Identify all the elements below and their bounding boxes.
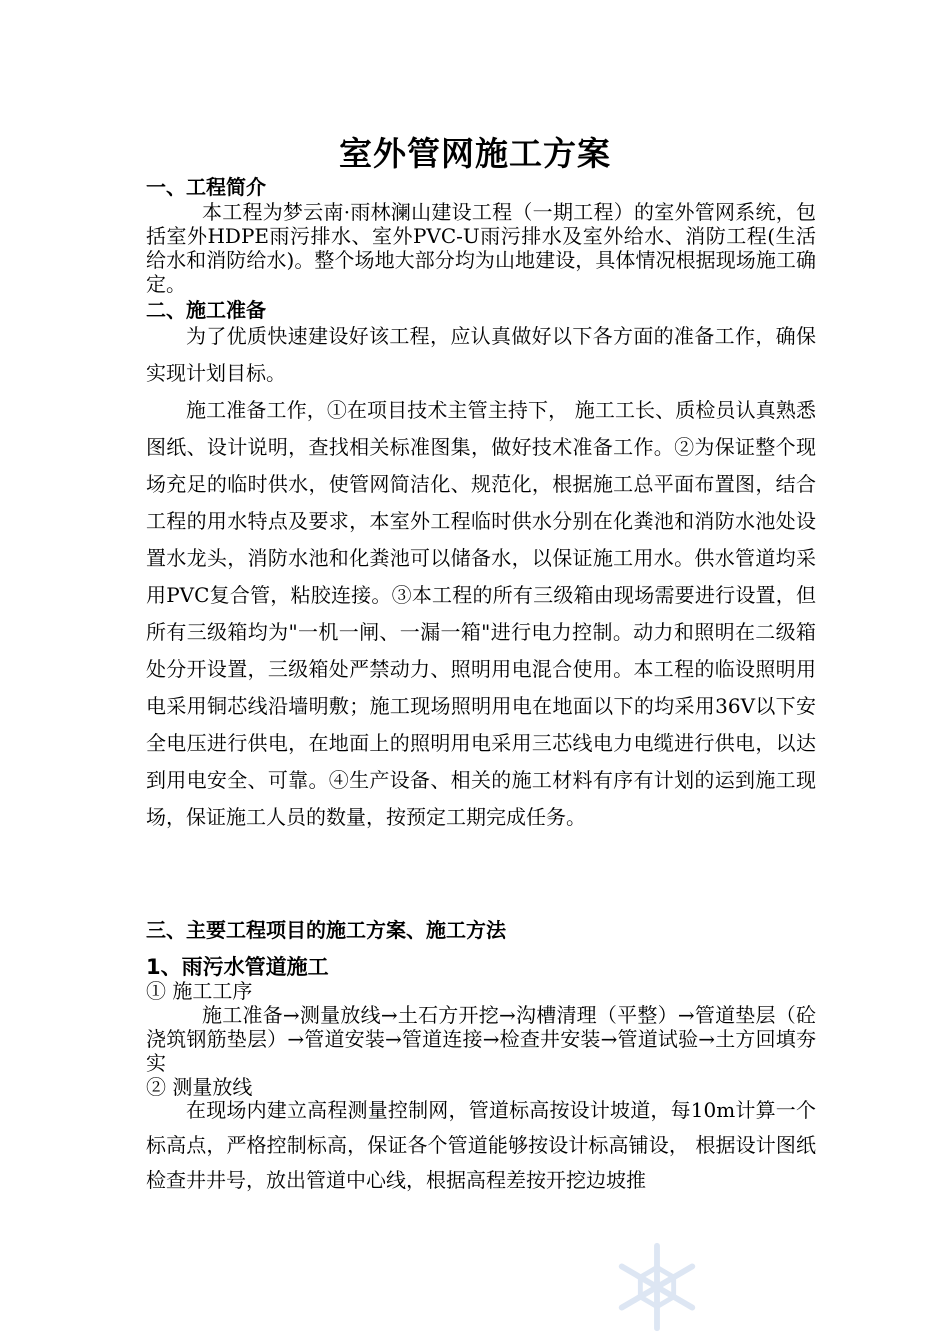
section-heading-preparation: 二、施工准备 xyxy=(146,298,266,322)
snowflake-watermark-icon xyxy=(608,1238,706,1336)
paragraph-procedure: 施工准备→测量放线→土石方开挖→沟槽清理（平整）→管道垫层（砼浇筑钢筋垫层）→管道安装→管道连接→检查井安装→管道试验→土方回填夯实 xyxy=(146,1003,816,1075)
paragraph-preparation-intro: 为了优质快速建设好该工程，应认真做好以下各方面的准备工作，确保实现计划目标。 xyxy=(146,324,816,385)
section-heading-overview: 一、工程简介 xyxy=(146,175,266,199)
paragraph-survey: 在现场内建立高程测量控制网，管道标高按设计坡道，每10m计算一个标高点，严格控制标高，保证各个管道能够按设计标高铺设， 根据设计图纸检查井井号，放出管道中心线，根据高程差按开挖边坡推 xyxy=(146,1098,816,1192)
page-title: 室外管网施工方案 xyxy=(339,134,611,173)
item-heading-survey: ② 测量放线 xyxy=(146,1075,253,1099)
item-heading-procedure: ① 施工工序 xyxy=(146,979,253,1003)
paragraph-preparation-work: 施工准备工作，①在项目技术主管主持下， 施工工长、质检员认真熟悉图纸、设计说明，查找相关标准图集，做好技术准备工作。②为保证整个现场充足的临时供水，使管网简洁化、规范化，根据施工总平面布置图，结合工程的用水特点及要求，本室外工程临时供水分别在化粪池和消防水池处设置水龙头，消防水池和化粪池可以储备水，以保证施工用水。供水管道均采用PVC复合管，粘胶连接。③本工程的所有三级箱由现场需要进行设置，但所有三级箱均为"一机一闸、一漏一箱"进行电力控制。动力和照明在二级箱处分开设置，三级箱处严禁动力、照明用电混合使用。本工程的临设照明用电采用铜芯线沿墙明敷；施工现场照明用电在地面以下的均采用36V以下安全电压进行供电，在地面上的照明用电采用三芯线电力电缆进行供电，以达到用电安全、可靠。④生产设备、相关的施工材料有序有计划的运到施工现场，保证施工人员的数量，按预定工期完成任务。 xyxy=(146,398,816,829)
paragraph-overview: 本工程为梦云南·雨林澜山建设工程（一期工程）的室外管网系统，包括室外HDPE雨污排水、室外PVC-U雨污排水及室外给水、消防工程(生活给水和消防给水)。整个场地大部分均为山地建设，具体情况根据现场施工确定。 xyxy=(146,200,816,296)
subsection-heading-drainage: 1、雨污水管道施工 xyxy=(146,955,329,979)
section-heading-methods: 三、主要工程项目的施工方案、施工方法 xyxy=(146,918,506,942)
